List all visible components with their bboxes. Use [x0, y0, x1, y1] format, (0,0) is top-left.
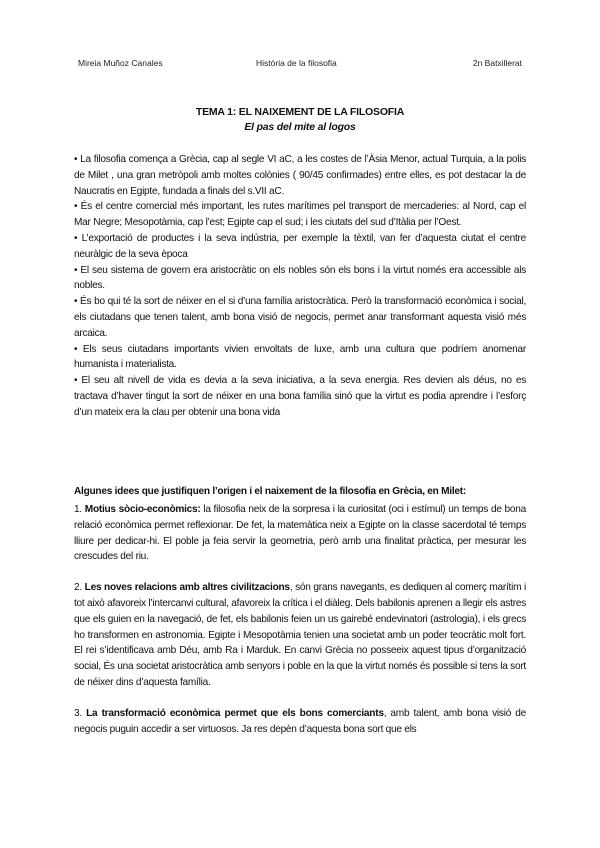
- idea-bold-lead: La transformació econòmica permet que els bons comerciants: [86, 707, 384, 719]
- header-course: 2n Batxillerat: [472, 58, 522, 68]
- bullet-paragraph: • El seu alt nivell de vida es devia a la seva iniciativa, a la seva energia. Res devien als déus, no es tractava d’haver tingut la sort de néixer en una bona família sinó que la virtut es podia aprendre i l’esforç d’un mateix era la clau per obtenir una bona vida: [74, 375, 526, 418]
- idea-text: la filosofia neix de la sorpresa i la curiositat (oci i estímul) un temps de bona relació econòmica permet reflexionar. De fet, la matemàtica neix a Egipte on la classe sacerdotal té temps lliure per dedicar-hi. El poble ja feia servir la geometria, però amb una finalitat pràctica, per mesurar les crescudes del riu.: [74, 504, 526, 563]
- header-subject: Història de la filosofia: [256, 58, 337, 68]
- ideas-heading: Algunes idees que justifiquen l’origen i el naixement de la filosofia en Grècia, en Milet:: [74, 486, 466, 497]
- document-title: TEMA 1: EL NAIXEMENT DE LA FILOSOFIA: [195, 106, 405, 118]
- ideas-list: [74, 502, 526, 752]
- bullet-paragraph: • L’exportació de productes i la seva indústria, per exemple la tèxtil, van fer d’aquesta ciutat el centre neuràlgic de la seva època: [74, 232, 526, 260]
- bullet-list: [74, 152, 526, 421]
- document-subtitle: El pas del mite al logos: [244, 121, 356, 133]
- bullet-paragraph: • Els seus ciutadans importants vivien envoltats de luxe, amb una cultura que podríem anomenar humanista i materialista.: [74, 343, 526, 371]
- page-header: [78, 58, 522, 72]
- idea-bold-lead: Motius sòcio-econòmics:: [84, 504, 201, 515]
- header-author: Mireia Muñoz Canales: [78, 58, 163, 68]
- idea-number: 3.: [74, 707, 87, 719]
- idea-paragraph: [74, 502, 526, 565]
- bullet-paragraph: • La filosofia comença a Grècia, cap al segle VI aC, a les costes de l’Àsia Menor, actual Turquia, a la polis de Milet , una gran metròpoli amb moltes colònies ( 90/45 confirmades) entre elles, es pot destacar la de Naucratis en Egipte, fundada a finals del s.VII aC.: [74, 154, 526, 197]
- idea-number: 1.: [74, 504, 85, 515]
- idea-text: , amb talent, amb bona visió de negocis puguin accedir a ser virtuosos. Ja res depèn d’aquesta bona sort que els: [74, 707, 526, 735]
- bullet-paragraph: • És el centre comercial més important, les rutes marítimes pel transport de mercaderies: al Nord, cap el Mar Negre; Mesopotàmia, cap l’est; Egipte cap el sud; i les ciutats del sud d’Itàlia per l’Oest.: [74, 201, 526, 229]
- idea-bold-lead: Les noves relacions amb altres civilitzacions: [84, 582, 290, 594]
- bullet-paragraph: • És bo qui té la sort de néixer en el si d’una família aristocràtica. Però la transformació econòmica i social, els ciutadans que tenen talent, amb bona visió de negocis, permet anar transformant aquesta visió més arcaica.: [74, 296, 526, 339]
- bullet-paragraph: • El seu sistema de govern era aristocràtic on els nobles són els bons i la virtut només era accessible als nobles.: [74, 264, 526, 292]
- idea-paragraph: [74, 580, 526, 691]
- idea-paragraph: [74, 706, 526, 738]
- idea-text: , són grans navegants, es dediquen al comerç marítim i tot això afavoreix l’intercanvi cultural, afavoreix la crítica i el diàleg. Dels babilonis aprenen a llegir els astres que els guien en la navegació, de fet, els babilonis feien un us gairebé endevinatori (astrologia), i els grecs ho transformen en astronomia. Egipte i Mesopotàmia tenien una societat amb un poder teocràtic molt fort. El rei s’identificava amb Déu, amb Ra i Marduk. En canvi Grècia no posseeix aquest tipus d’organització social, És una societat aristocràtica amb senyors i poble en la que la virtut només és possible si tens la sort de néixer dins d’aquesta família.: [74, 582, 527, 688]
- idea-number: 2.: [74, 582, 85, 594]
